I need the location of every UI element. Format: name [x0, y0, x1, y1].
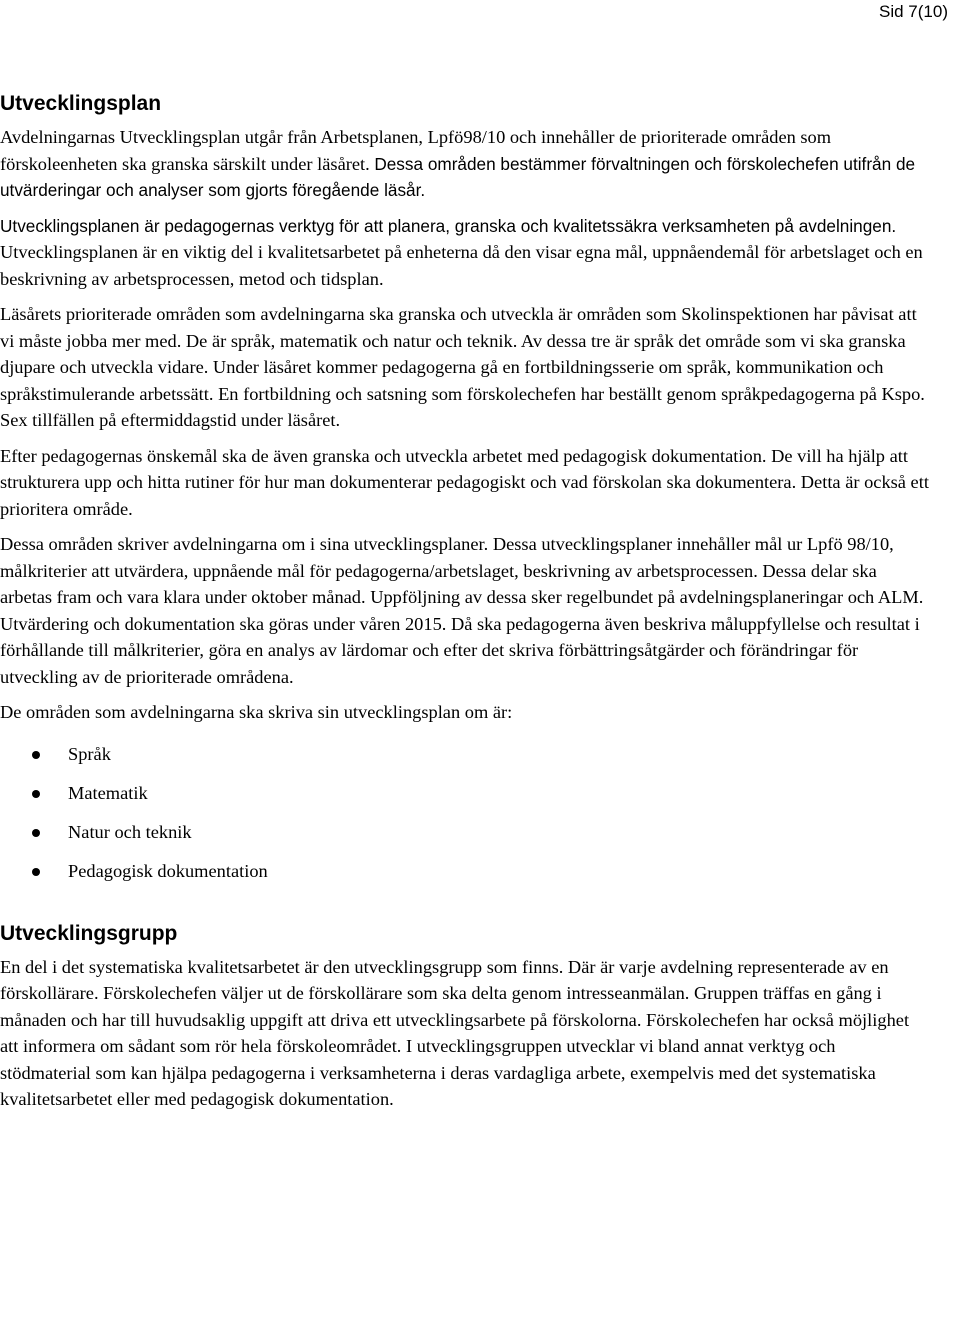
paragraph-intro [0, 124, 930, 204]
section-heading-utvecklingsplan: Utvecklingsplan [0, 92, 162, 115]
paragraph-verktyg-part1: Utvecklingsplanen är pedagogernas verktyg för att planera, granska och kvalitetssäkra verksamheten på avdelningen. [0, 215, 897, 236]
paragraph-dokumentation: Efter pedagogernas önskemål ska de även granska och utveckla arbetet med pedagogisk dokumentation. De vill ha hjälp att strukturera upp och hitta rutiner för hur man dokumenterar pedagogiskt och vad förskolan ska dokumentera. Detta är också ett prioritera område. [0, 445, 929, 519]
list-item-label: Pedagogisk dokumentation [68, 861, 268, 882]
list-item [0, 735, 930, 774]
paragraph-intro-part2: Dessa områden bestämmer förvaltningen och förskolechefen utifrån de utvärderingar och analyser som gjorts föregående läsår. [0, 153, 916, 200]
list-item-label: Natur och teknik [68, 822, 192, 843]
page-number: Sid 7(10) [879, 2, 948, 21]
paragraph-prioriterade: Läsårets prioriterade områden som avdelningarna ska granska och utveckla är områden som Skolinspektionen har påvisat att vi måste jobba mer med. De är språk, matematik och natur och teknik. Av dessa tre är språk det område som vi ska granska djupare och utveckla vidare. Under läsåret kommer pedagogerna gå en fortbildningsserie om språk, kommunikation och språkstimulerande arbetssätt. En fortbildning och satsning som förskolechefen har beställt genom språkpedagogerna på Kspo. Sex tillfällen på eftermiddagstid under läsåret. [0, 304, 925, 430]
list-item [0, 774, 930, 813]
paragraph-utvecklingsgrupp: En del i det systematiska kvalitetsarbetet är den utvecklingsgrupp som finns. Där är varje avdelning representerade av en förskollärare. Förskolechefen väljer ut de förskollärare som ska delta genom intresseanmälan. Gruppen träffas en gång i månaden och har till huvudsaklig uppgift att driva ett utvecklingsarbete på förskolorna. Förskolechefen har också möjlighet att informera om sådant som rör hela förskoleområdet. I utvecklingsgruppen utvecklar vi bland annat verktyg och stödmaterial som kan hjälpa pedagogerna i verksamheterna i deras vardagliga arbete, exempelvis med det systematiska kvalitetsarbetet eller med pedagogisk dokumentation. [0, 956, 910, 1110]
paragraph-verktyg-part2: Utvecklingsplanen är en viktig del i kvalitetsarbetet på enheterna då den visar egna mål, uppnåendemål för arbetslaget och en beskrivning av arbetsprocessen, metod och tidsplan. [0, 242, 923, 289]
paragraph-utvecklingsplaner: Dessa områden skriver avdelningarna om i sina utvecklingsplaner. Dessa utvecklingsplaner innehåller mål ur Lpfö 98/10, målkriterier att utvärdera, uppnående mål för pedagogerna/arbetslaget, beskrivning av arbetsprocessen. Dessa delar ska arbetas fram och vara klara under oktober månad. Uppföljning av dessa sker regelbundet på avdelningsplaneringar och ALM. Utvärdering och dokumentation ska göras under våren 2015. Då ska pedagogerna även beskriva måluppfyllelse och resultat i förhållande till målkriterier, göra en analys av lärdomar och efter det skriva förbättringsåtgärder och förändringar för utveckling av de prioriterade områdena. [0, 534, 924, 687]
bullet-icon [32, 751, 40, 759]
focus-area-list [0, 735, 930, 892]
bullet-icon [32, 868, 40, 876]
paragraph-intro-part1: Avdelningarnas Utvecklingsplan utgår från Arbetsplanen, Lpfö98/10 och innehåller de prioriterade områden som förskoleenheten ska granska särskilt under läsåret. [0, 127, 832, 174]
bullet-icon [32, 829, 40, 837]
list-item-label: Språk [68, 743, 111, 764]
list-item [0, 852, 930, 891]
bullet-icon [32, 790, 40, 798]
list-item [0, 813, 930, 852]
paragraph-list-intro: De områden som avdelningarna ska skriva sin utvecklingsplan om är: [0, 702, 513, 722]
document-body [0, 90, 930, 1122]
list-item-label: Matematik [68, 782, 148, 803]
section-heading-utvecklingsgrupp: Utvecklingsgrupp [0, 921, 178, 945]
paragraph-verktyg [0, 213, 930, 293]
